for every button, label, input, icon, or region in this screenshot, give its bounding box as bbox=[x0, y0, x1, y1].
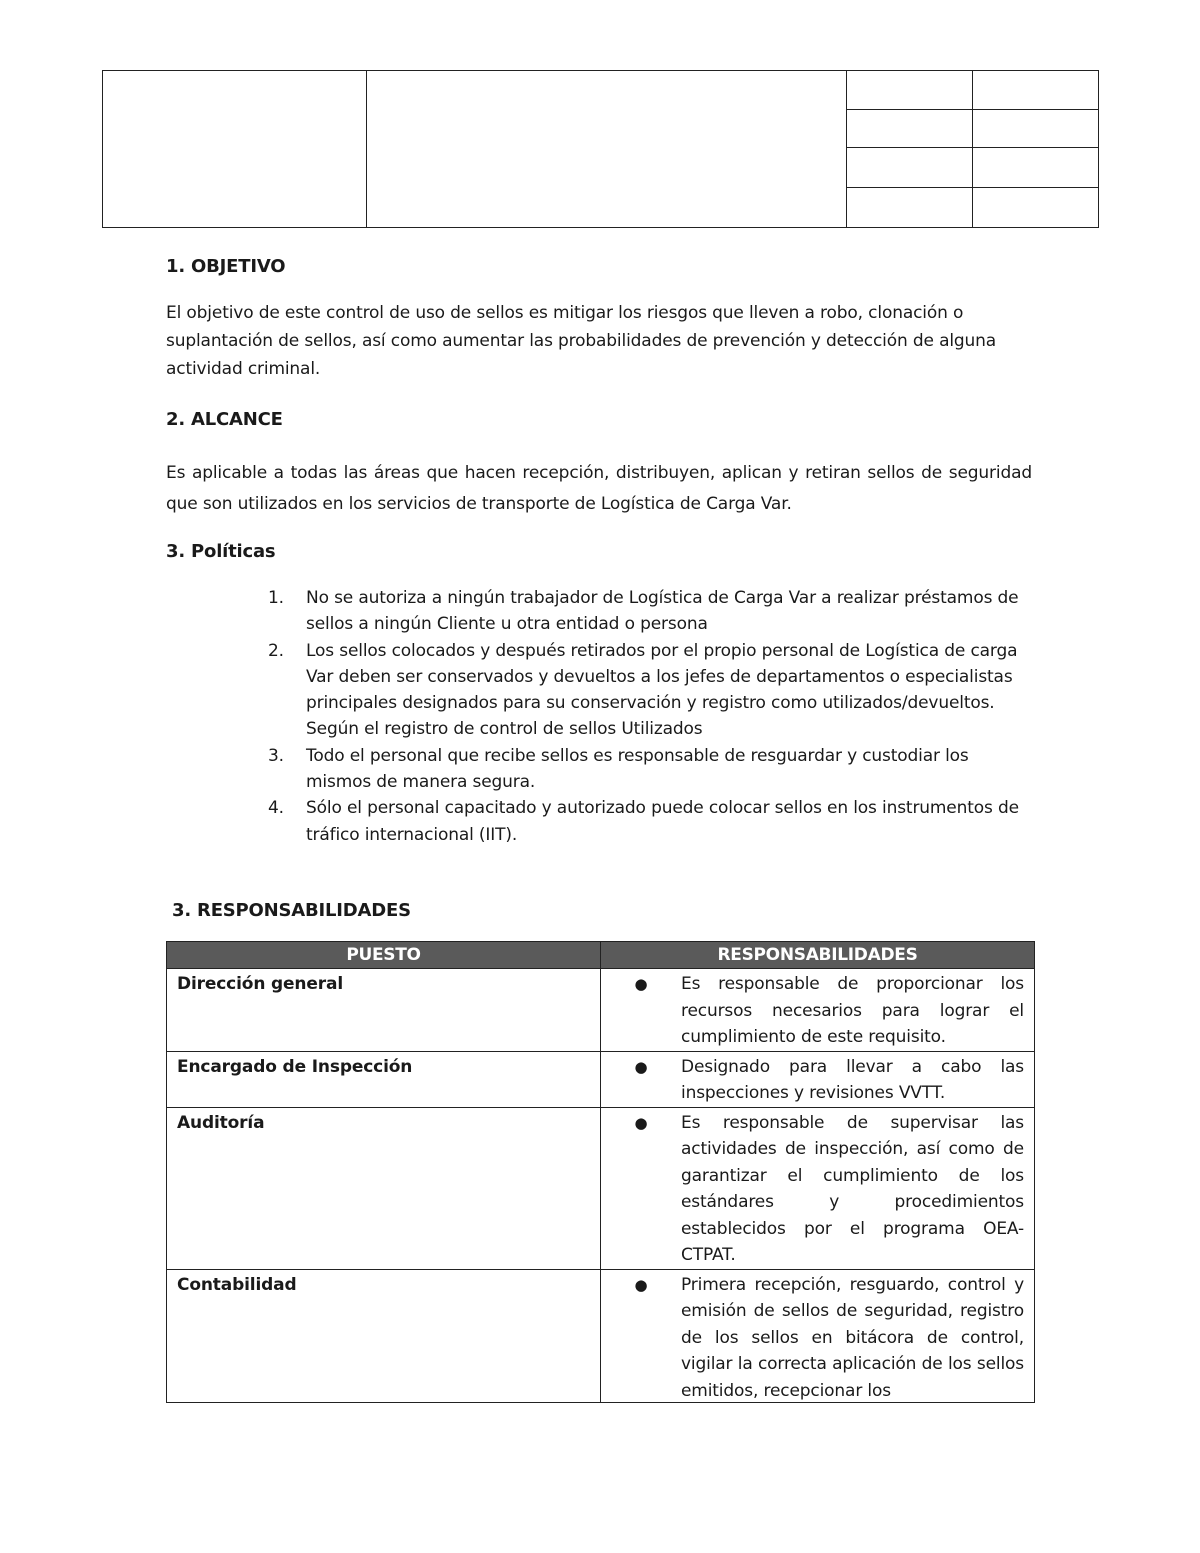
puesto-cell: Dirección general bbox=[167, 969, 601, 1052]
alcance-text: Es aplicable a todas las áreas que hacen recepción, distribuyen, aplican y retiran sellos de seguridad que son utilizados en los servicios de transporte de Logística de Carga Var. bbox=[166, 463, 1032, 514]
list-item-text: Todo el personal que recibe sellos es responsable de resguardar y custodiar los mismos de manera segura. bbox=[306, 745, 969, 793]
list-item-text: Sólo el personal capacitado y autorizado puede colocar sellos en los instrumentos de tráfico internacional (IIT). bbox=[306, 798, 1019, 845]
section-heading-politicas: 3. Políticas bbox=[166, 541, 276, 562]
section-responsabilidades bbox=[172, 899, 1038, 923]
puesto-cell: Auditoría bbox=[167, 1107, 601, 1269]
list-item bbox=[266, 795, 1026, 848]
section-heading-objetivo: 1. OBJETIVO bbox=[166, 256, 286, 277]
bullet-icon: ● bbox=[634, 1275, 648, 1294]
list-item bbox=[266, 743, 1026, 796]
responsabilidad-text: Designado para llevar a cabo las inspecciones y revisiones VVTT. bbox=[681, 1056, 1024, 1103]
responsabilidad-cell bbox=[601, 1107, 1035, 1269]
section-heading-responsabilidades: 3. RESPONSABILIDADES bbox=[172, 900, 411, 921]
bullet-icon: ● bbox=[634, 975, 648, 993]
header-field-cell bbox=[847, 148, 973, 188]
list-item-number: 1. bbox=[268, 588, 284, 608]
header-value-cell bbox=[973, 148, 1099, 188]
section-objetivo bbox=[166, 255, 1032, 383]
bullet-icon: ● bbox=[634, 1113, 648, 1132]
responsabilidad-cell bbox=[601, 969, 1035, 1052]
bullet-icon: ● bbox=[634, 1057, 648, 1076]
puesto-cell: Encargado de Inspección bbox=[167, 1051, 601, 1107]
list-item-text: Los sellos colocados y después retirados por el propio personal de Logística de carga Var deben ser conservados y devueltos a los jefes de departamentos o especialistas principales designados para su conservación y registro como utilizados/devueltos. Según el registro de control de sellos Utilizados bbox=[306, 640, 1018, 740]
column-header-responsabilidades: RESPONSABILIDADES bbox=[601, 942, 1035, 969]
header-logo-cell bbox=[103, 71, 367, 228]
header-value-cell bbox=[973, 110, 1099, 148]
section-heading-alcance: 2. ALCANCE bbox=[166, 409, 283, 430]
table-row bbox=[167, 1107, 1035, 1269]
puesto-cell: Contabilidad bbox=[167, 1269, 601, 1402]
document-header-table bbox=[102, 70, 1099, 228]
header-field-cell bbox=[847, 71, 973, 110]
header-field-cell bbox=[847, 188, 973, 228]
header-field-cell bbox=[847, 110, 973, 148]
policies-list bbox=[266, 585, 1026, 848]
list-item-text: No se autoriza a ningún trabajador de Logística de Carga Var a realizar préstamos de sellos a ningún Cliente u otra entidad o persona bbox=[306, 588, 1019, 635]
section-politicas bbox=[166, 540, 1032, 564]
responsibilities-table bbox=[166, 941, 1035, 1403]
table-row bbox=[167, 969, 1035, 1052]
objetivo-text: El objetivo de este control de uso de sellos es mitigar los riesgos que lleven a robo, clonación o suplantación de sellos, así como aumentar las probabilidades de prevención y detección de alguna actividad criminal. bbox=[166, 303, 997, 379]
responsabilidad-text: Es responsable de supervisar las actividades de inspección, así como de garantizar el cumplimiento de los estándares y procedimientos establecidos por el programa OEA-CTPAT. bbox=[681, 1112, 1024, 1265]
header-title-cell bbox=[367, 71, 847, 228]
list-item bbox=[266, 638, 1026, 743]
list-item bbox=[266, 585, 1026, 638]
responsabilidad-text: Es responsable de proporcionar los recursos necesarios para lograr el cumplimiento de este requisito. bbox=[681, 974, 1024, 1047]
section-alcance bbox=[166, 408, 1032, 520]
list-item-number: 4. bbox=[268, 798, 284, 819]
table-row bbox=[167, 1269, 1035, 1402]
responsabilidad-cell bbox=[601, 1269, 1035, 1402]
list-item-number: 3. bbox=[268, 745, 284, 766]
header-value-cell bbox=[973, 188, 1099, 228]
responsabilidad-cell bbox=[601, 1051, 1035, 1107]
header-value-cell bbox=[973, 71, 1099, 110]
list-item-number: 2. bbox=[268, 640, 284, 661]
table-row bbox=[167, 1051, 1035, 1107]
column-header-puesto: PUESTO bbox=[167, 942, 601, 969]
responsabilidad-text: Primera recepción, resguardo, control y emisión de sellos de seguridad, registro de los sellos en bitácora de control, vigilar la correcta aplicación de los sellos emitidos, recepcionar los bbox=[681, 1274, 1024, 1401]
